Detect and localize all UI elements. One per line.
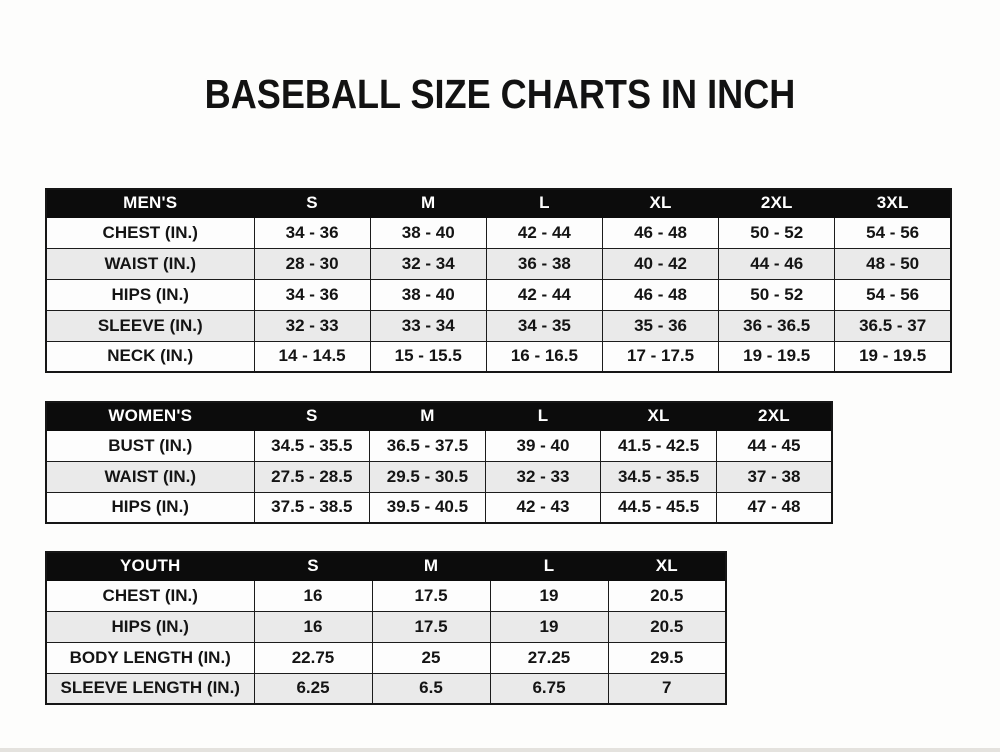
row-label: HIPS (IN.) <box>46 492 254 523</box>
size-cell: 48 - 50 <box>835 248 951 279</box>
size-column-header: XL <box>608 552 726 580</box>
size-cell: 28 - 30 <box>254 248 370 279</box>
size-cell: 34 - 36 <box>254 279 370 310</box>
size-column-header: S <box>254 552 372 580</box>
row-label: HIPS (IN.) <box>46 279 254 310</box>
size-cell: 22.75 <box>254 642 372 673</box>
womens-size-table <box>45 401 833 524</box>
size-cell: 42 - 43 <box>485 492 601 523</box>
size-cell: 17.5 <box>372 580 490 611</box>
table-header-row <box>46 189 951 217</box>
size-cell: 15 - 15.5 <box>370 341 486 372</box>
page-title: BASEBALL SIZE CHARTS IN INCH <box>204 71 796 117</box>
size-cell: 19 - 19.5 <box>719 341 835 372</box>
size-cell: 32 - 34 <box>370 248 486 279</box>
size-cell: 20.5 <box>608 611 726 642</box>
size-cell: 17.5 <box>372 611 490 642</box>
size-cell: 38 - 40 <box>370 279 486 310</box>
size-cell: 44 - 46 <box>719 248 835 279</box>
size-cell: 34 - 35 <box>486 310 602 341</box>
mens-size-table <box>45 188 952 373</box>
row-label: WAIST (IN.) <box>46 248 254 279</box>
size-cell: 36 - 36.5 <box>719 310 835 341</box>
size-cell: 19 - 19.5 <box>835 341 951 372</box>
table-row <box>46 611 726 642</box>
size-cell: 54 - 56 <box>835 279 951 310</box>
size-column-header: S <box>254 189 370 217</box>
size-cell: 39.5 - 40.5 <box>370 492 486 523</box>
size-cell: 37.5 - 38.5 <box>254 492 370 523</box>
size-column-header: L <box>490 552 608 580</box>
table-row <box>46 310 951 341</box>
size-cell: 6.5 <box>372 673 490 704</box>
size-cell: 25 <box>372 642 490 673</box>
size-cell: 29.5 <box>608 642 726 673</box>
size-cell: 6.25 <box>254 673 372 704</box>
row-label: NECK (IN.) <box>46 341 254 372</box>
size-cell: 27.5 - 28.5 <box>254 461 370 492</box>
size-cell: 16 <box>254 580 372 611</box>
size-column-header: L <box>485 402 601 430</box>
size-cell: 42 - 44 <box>486 217 602 248</box>
row-label: SLEEVE (IN.) <box>46 310 254 341</box>
youth-size-table <box>45 551 727 705</box>
table-row <box>46 673 726 704</box>
size-cell: 36.5 - 37 <box>835 310 951 341</box>
table-row <box>46 248 951 279</box>
size-cell: 41.5 - 42.5 <box>601 430 717 461</box>
size-cell: 46 - 48 <box>602 279 718 310</box>
size-cell: 38 - 40 <box>370 217 486 248</box>
size-cell: 6.75 <box>490 673 608 704</box>
row-label: CHEST (IN.) <box>46 580 254 611</box>
size-cell: 54 - 56 <box>835 217 951 248</box>
table-title: YOUTH <box>46 552 254 580</box>
table-row <box>46 580 726 611</box>
size-column-header: S <box>254 402 370 430</box>
scan-edge-strip <box>0 748 1000 752</box>
size-cell: 16 <box>254 611 372 642</box>
size-column-header: M <box>372 552 490 580</box>
size-cell: 50 - 52 <box>719 279 835 310</box>
size-cell: 34.5 - 35.5 <box>601 461 717 492</box>
row-label: HIPS (IN.) <box>46 611 254 642</box>
row-label: WAIST (IN.) <box>46 461 254 492</box>
size-column-header: 2XL <box>716 402 832 430</box>
size-cell: 39 - 40 <box>485 430 601 461</box>
table-row <box>46 430 832 461</box>
table-row <box>46 341 951 372</box>
table-header-row <box>46 552 726 580</box>
size-cell: 33 - 34 <box>370 310 486 341</box>
row-label: CHEST (IN.) <box>46 217 254 248</box>
size-cell: 14 - 14.5 <box>254 341 370 372</box>
row-label: BODY LENGTH (IN.) <box>46 642 254 673</box>
table-row <box>46 217 951 248</box>
table-row <box>46 642 726 673</box>
size-cell: 36 - 38 <box>486 248 602 279</box>
size-cell: 35 - 36 <box>602 310 718 341</box>
size-cell: 47 - 48 <box>716 492 832 523</box>
size-cell: 20.5 <box>608 580 726 611</box>
size-cell: 27.25 <box>490 642 608 673</box>
size-cell: 19 <box>490 611 608 642</box>
size-column-header: XL <box>601 402 717 430</box>
size-column-header: XL <box>602 189 718 217</box>
size-cell: 44 - 45 <box>716 430 832 461</box>
row-label: BUST (IN.) <box>46 430 254 461</box>
size-cell: 7 <box>608 673 726 704</box>
size-cell: 16 - 16.5 <box>486 341 602 372</box>
size-cell: 37 - 38 <box>716 461 832 492</box>
size-column-header: 3XL <box>835 189 951 217</box>
size-cell: 40 - 42 <box>602 248 718 279</box>
table-row <box>46 492 832 523</box>
table-row <box>46 461 832 492</box>
size-cell: 32 - 33 <box>254 310 370 341</box>
size-column-header: L <box>486 189 602 217</box>
size-column-header: 2XL <box>719 189 835 217</box>
size-cell: 29.5 - 30.5 <box>370 461 486 492</box>
size-cell: 17 - 17.5 <box>602 341 718 372</box>
size-cell: 36.5 - 37.5 <box>370 430 486 461</box>
row-label: SLEEVE LENGTH (IN.) <box>46 673 254 704</box>
size-cell: 19 <box>490 580 608 611</box>
size-cell: 44.5 - 45.5 <box>601 492 717 523</box>
size-cell: 34 - 36 <box>254 217 370 248</box>
size-cell: 32 - 33 <box>485 461 601 492</box>
size-column-header: M <box>370 189 486 217</box>
table-header-row <box>46 402 832 430</box>
size-column-header: M <box>370 402 486 430</box>
table-title: MEN'S <box>46 189 254 217</box>
size-cell: 34.5 - 35.5 <box>254 430 370 461</box>
size-cell: 42 - 44 <box>486 279 602 310</box>
size-cell: 50 - 52 <box>719 217 835 248</box>
table-row <box>46 279 951 310</box>
table-title: WOMEN'S <box>46 402 254 430</box>
size-cell: 46 - 48 <box>602 217 718 248</box>
